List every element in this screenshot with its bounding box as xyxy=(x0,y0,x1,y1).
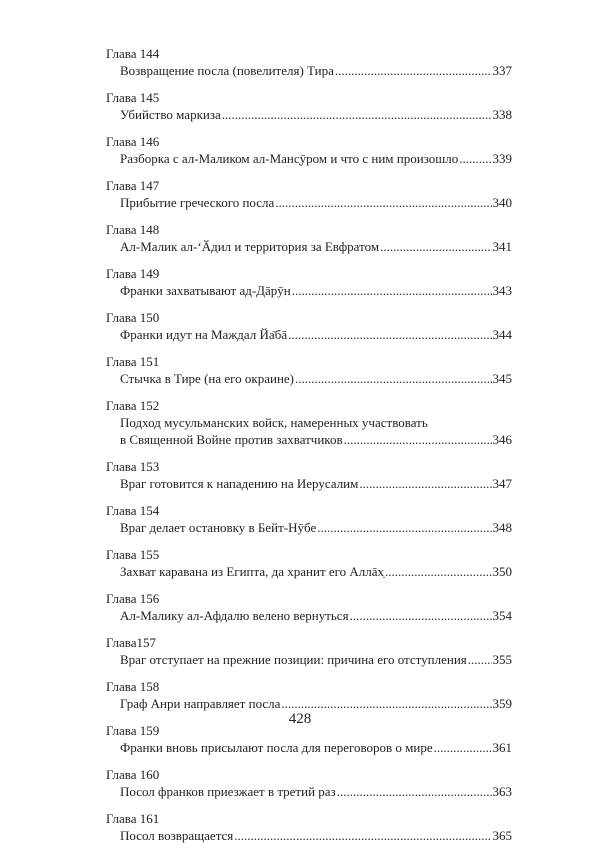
toc-entry xyxy=(106,89,512,123)
table-of-contents xyxy=(106,45,512,854)
toc-entry xyxy=(106,678,512,712)
dot-leader xyxy=(317,519,491,536)
chapter-title: в Священной Войне против захватчиков xyxy=(120,432,343,447)
chapter-title: Враг готовится к нападению на Иерусалим xyxy=(120,476,359,491)
toc-entry xyxy=(106,221,512,255)
chapter-title: Франки идут на Маждал Йа̄бā xyxy=(120,327,288,342)
toc-entry xyxy=(106,177,512,211)
toc-entry xyxy=(106,353,512,387)
toc-entry xyxy=(106,634,512,668)
chapter-label: Глава 150 xyxy=(106,310,160,325)
chapter-title: Посол франков приезжает в третий раз xyxy=(120,784,336,799)
toc-line xyxy=(106,194,512,211)
toc-line xyxy=(106,431,512,448)
page-number: 345 xyxy=(492,371,512,386)
dot-leader xyxy=(222,106,492,123)
chapter-label: Глава 148 xyxy=(106,222,160,237)
dot-leader xyxy=(335,62,492,79)
toc-entry xyxy=(106,397,512,448)
toc-line xyxy=(106,326,512,343)
chapter-label: Глава 161 xyxy=(106,811,160,826)
chapter-title: Возвращение посла (повелителя) Тира xyxy=(120,63,334,78)
page-number: 337 xyxy=(492,63,512,78)
chapter-title: Граф Анри направляет посла xyxy=(120,696,281,711)
page-number: 363 xyxy=(492,784,512,799)
chapter-title: Разборка с ал-Маликом ал-Манс̣ӯром и что с ним произошло xyxy=(120,151,459,166)
chapter-title: Франки захватывают ад-Дāрӯн xyxy=(120,283,291,298)
page-number: 339 xyxy=(492,151,512,166)
toc-entry xyxy=(106,502,512,536)
page-folio-number: 428 xyxy=(288,711,312,727)
toc-line xyxy=(106,739,512,756)
page-number: 338 xyxy=(492,107,512,122)
dot-leader xyxy=(380,238,491,255)
chapter-label: Глава 155 xyxy=(106,547,160,562)
toc-line xyxy=(106,62,512,79)
page-number: 359 xyxy=(492,696,512,711)
dot-leader xyxy=(459,150,491,167)
chapter-title: Враг отступает на прежние позиции: причина его отступления xyxy=(120,652,467,667)
chapter-title: Стычка в Тире (на его окраине) xyxy=(120,371,295,386)
toc-entry xyxy=(106,766,512,800)
chapter-label: Глава 145 xyxy=(106,90,160,105)
dot-leader xyxy=(292,282,492,299)
chapter-title: Посол возвращается xyxy=(120,828,234,843)
chapter-label: Глава 160 xyxy=(106,767,160,782)
toc-entry xyxy=(106,810,512,844)
chapter-title: Прибытие греческого посла xyxy=(120,195,275,210)
page-number: 348 xyxy=(492,520,512,535)
dot-leader xyxy=(234,827,491,844)
chapter-label: Глава157 xyxy=(106,635,157,650)
chapter-title: Захват каравана из Египта, да хранит его Аллāх̣ xyxy=(120,564,385,579)
page-number: 365 xyxy=(492,828,512,843)
chapter-label: Глава 159 xyxy=(106,723,160,738)
toc-line xyxy=(106,783,512,800)
toc-line xyxy=(106,370,512,387)
dot-leader xyxy=(468,651,492,668)
chapter-title: Убийство маркиза xyxy=(120,107,221,122)
page-number: 355 xyxy=(492,652,512,667)
dot-leader xyxy=(359,475,491,492)
toc-entry xyxy=(106,458,512,492)
toc-line xyxy=(106,827,512,844)
chapter-label: Глава 152 xyxy=(106,398,160,413)
toc-line xyxy=(106,651,512,668)
dot-leader xyxy=(344,431,492,448)
dot-leader xyxy=(385,563,491,580)
page-number: 361 xyxy=(492,740,512,755)
dot-leader xyxy=(281,695,491,712)
chapter-label: Глава 147 xyxy=(106,178,160,193)
chapter-label: Глава 158 xyxy=(106,679,160,694)
toc-line xyxy=(106,607,512,624)
toc-line xyxy=(106,150,512,167)
toc-entry xyxy=(106,546,512,580)
toc-entry xyxy=(106,309,512,343)
toc-line xyxy=(106,106,512,123)
page-number: 347 xyxy=(492,476,512,491)
dot-leader xyxy=(295,370,491,387)
dot-leader xyxy=(434,739,492,756)
toc-entry xyxy=(106,590,512,624)
chapter-label: Глава 156 xyxy=(106,591,160,606)
dot-leader xyxy=(288,326,491,343)
dot-leader xyxy=(337,783,492,800)
page-number: 344 xyxy=(492,327,512,342)
toc-line xyxy=(106,695,512,712)
page-number: 350 xyxy=(492,564,512,579)
toc-line xyxy=(106,519,512,536)
page-number: 343 xyxy=(492,283,512,298)
chapter-title: Ал-Малику ал-Афдалю велено вернуться xyxy=(120,608,349,623)
chapter-label: Глава 146 xyxy=(106,134,160,149)
page-number: 354 xyxy=(492,608,512,623)
toc-entry xyxy=(106,265,512,299)
chapter-title: Ал-Малик ал-‘Ӑдил и территория за Евфратом xyxy=(120,239,380,254)
toc-line xyxy=(106,475,512,492)
chapter-label: Глава 153 xyxy=(106,459,160,474)
chapter-title-first-line: Подход мусульманских войск, намеренных участвовать xyxy=(120,415,428,430)
page-number: 346 xyxy=(492,432,512,447)
chapter-label: Глава 149 xyxy=(106,266,160,281)
toc-line xyxy=(106,238,512,255)
toc-entry xyxy=(106,45,512,79)
chapter-label: Глава 151 xyxy=(106,354,160,369)
chapter-title: Враг делает остановку в Бейт-Нӯбе xyxy=(120,520,317,535)
page-number: 340 xyxy=(492,195,512,210)
chapter-label: Глава 144 xyxy=(106,46,160,61)
chapter-title: Франки вновь присылают посла для переговоров о мире xyxy=(120,740,433,755)
toc-line xyxy=(106,563,512,580)
dot-leader xyxy=(275,194,491,211)
toc-line xyxy=(106,282,512,299)
chapter-label: Глава 154 xyxy=(106,503,160,518)
page-number: 341 xyxy=(492,239,512,254)
toc-entry xyxy=(106,133,512,167)
dot-leader xyxy=(350,607,492,624)
